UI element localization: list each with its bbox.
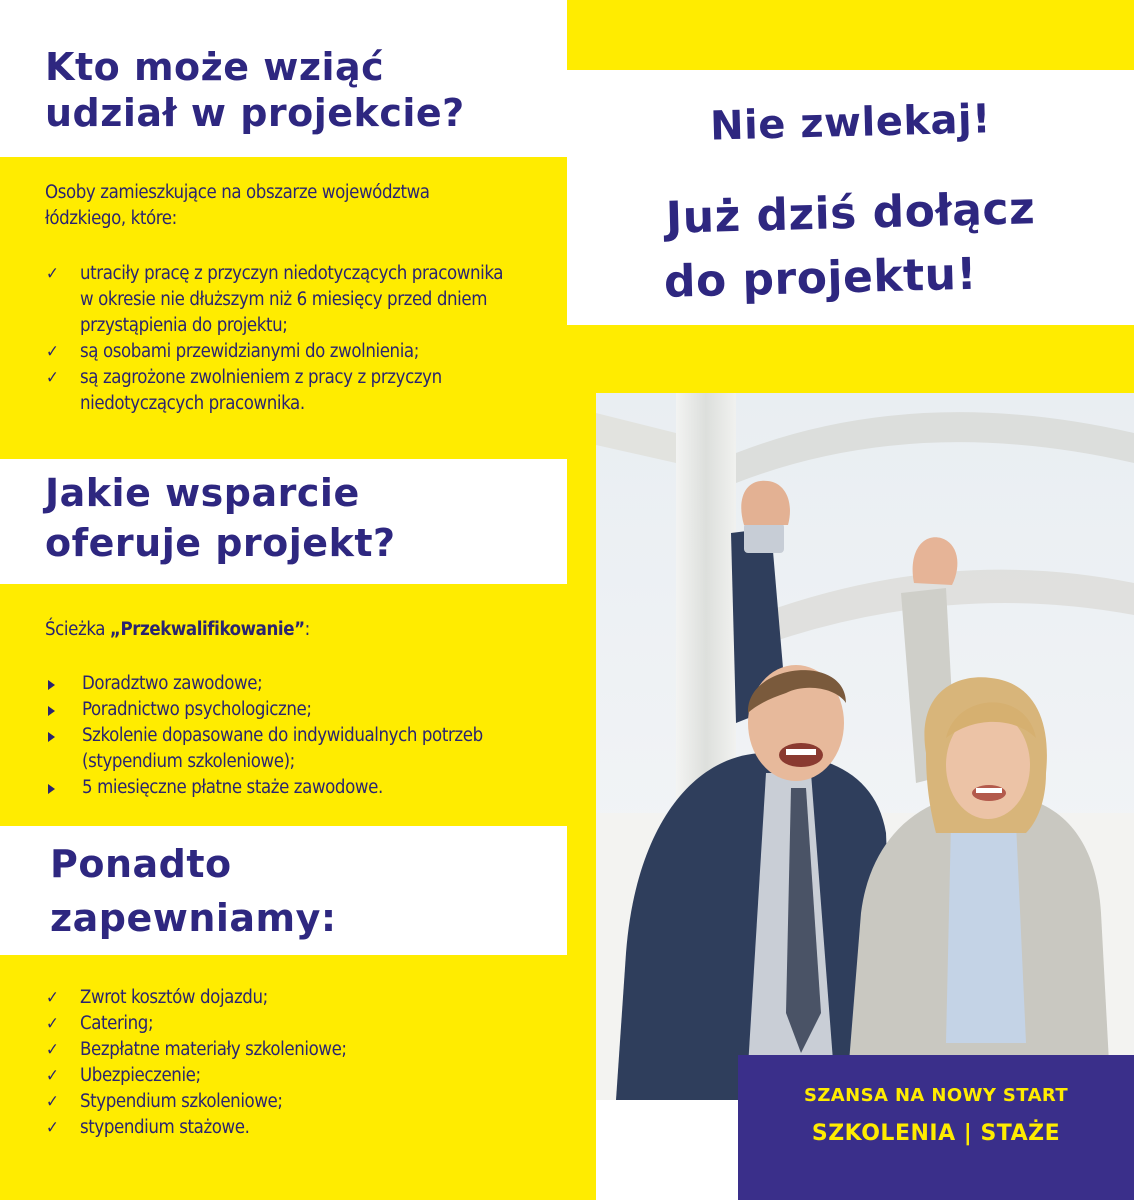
right-side-yellow-strip [567,393,596,1200]
list-item: 5 miesięczne płatne staże zawodowe. [82,775,552,801]
list-item: ✓ utraciły pracę z przyczyn niedotyczących pracownika w okresie nie dłuższym niż 6 miesięcy przed dniem przystąpienia do projektu; [46,263,504,336]
checkmark-icon: ✓ [46,1066,59,1086]
triangle-bullet-icon [48,706,55,716]
extras-heading [50,837,337,945]
footer-badge [738,1055,1134,1200]
list-item: ✓ Catering; [80,1011,540,1037]
celebration-photo [596,393,1134,1100]
eligibility-heading-line2: udział w projekcie? [45,91,465,135]
extras-list [46,985,540,1141]
list-item: ✓ stypendium stażowe. [80,1115,540,1141]
eligibility-list [46,261,540,417]
list-item: Szkolenie dopasowane do indywidualnych potrzeb (stypendium szkoleniowe); [82,723,552,775]
extras-heading-line2: zapewniamy: [50,896,337,940]
eligibility-intro [45,180,525,232]
support-heading-line1: Jakie wsparcie [45,471,360,515]
eligibility-heading [45,44,465,136]
eligibility-intro-line1: Osoby zamieszkujące na obszarze województwa [45,182,430,203]
checkmark-icon: ✓ [46,1014,59,1034]
list-item: ✓ Ubezpieczenie; [80,1063,540,1089]
right-middle-yellow-band [567,325,1134,393]
eligibility-intro-line2: łódzkiego, które: [45,208,177,229]
path-label: Ścieżka „Przekwalifikowanie”: [45,619,310,640]
triangle-bullet-icon [48,732,55,742]
support-list [82,671,552,801]
top-right-yellow-band [567,0,1134,70]
checkmark-icon: ✓ [46,1118,59,1138]
cta-line2: Już dziś dołącz [665,183,1036,244]
footer-tagline: SZKOLENIA | STAŻE [811,1121,1061,1146]
support-heading [45,468,396,568]
list-item: Poradnictwo psychologiczne; [82,697,552,723]
checkmark-icon: ✓ [46,1092,59,1112]
checkmark-icon: ✓ [46,368,59,388]
list-item: ✓ są zagrożone zwolnieniem z pracy z przyczyn niedotyczących pracownika. [46,367,442,414]
checkmark-icon: ✓ [46,342,59,362]
triangle-bullet-icon [48,784,55,794]
triangle-bullet-icon [48,680,55,690]
footer-slogan: SZANSA NA NOWY START [803,1085,1069,1106]
checkmark-icon: ✓ [46,1040,59,1060]
list-item: ✓ Bezpłatne materiały szkoleniowe; [80,1037,540,1063]
checkmark-icon: ✓ [46,988,59,1008]
list-item: ✓ są osobami przewidzianymi do zwolnienia; [80,339,540,365]
list-item: ✓ Zwrot kosztów dojazdu; [80,985,540,1011]
extras-heading-line1: Ponadto [50,842,232,886]
checkmark-icon: ✓ [46,264,59,284]
list-item: ✓ Stypendium szkoleniowe; [80,1089,540,1115]
path-name: „Przekwalifikowanie” [109,619,305,640]
eligibility-heading-line1: Kto może wziąć [45,45,385,89]
list-item: Doradztwo zawodowe; [82,671,552,697]
support-heading-line2: oferuje projekt? [45,521,396,565]
cta-line1: Nie zwlekaj! [709,96,992,150]
cta-line3: do projektu! [663,248,978,308]
